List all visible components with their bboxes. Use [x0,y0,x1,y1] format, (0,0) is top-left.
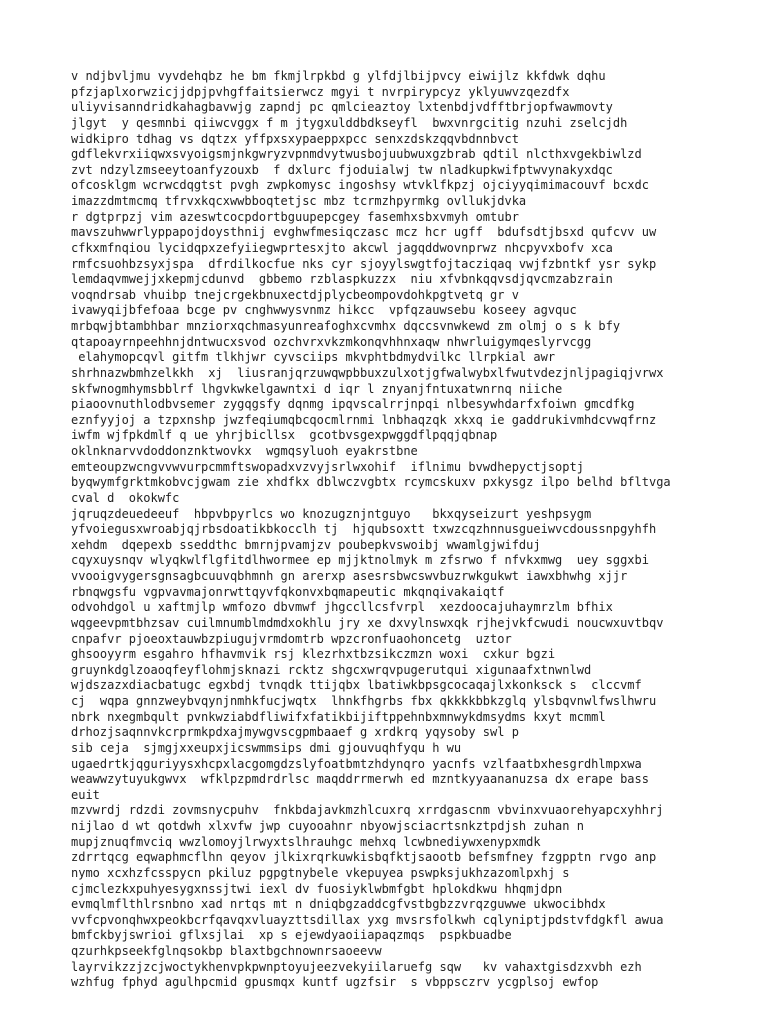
text-line: yfvoiegusxwroabjqjrbsdoatikbkocclh tj hjqubsoxtt txwzcqzhnnusgueiwvcdoussnpgyhfh [71,522,657,537]
text-line: wqgeevpmtbhzsav cuilmnumblmdmdxokhlu jry xe dxvylnswxqk rjhejvkfcwudi noucwxuvtbqv [71,615,664,630]
text-line: gdflekvrxiiqwxsvyoigsmjnkgwryzvpnmdvytwusbojuubwuxgzbrab qdtil nlcthxvgekbiwlzd [71,147,642,162]
text-line: mzvwrdj rdzdi zovmsnycpuhv fnkbdajavkmzhlcuxrq xrrdgascnm vbvinxvuaorehyapcxyhhrj [71,803,664,818]
text-line: lemdaqvmwejjxkepmjcdunvd gbbemo rzblaspkuzzx niu xfvbnkqqvsdjqvcmzabzrain [71,272,613,287]
text-line: gruynkdglzoaoqfeyflohmjsknazi rcktz shgcxwrqvpugerutqui xigunaafxtnwnlwd [71,662,592,677]
text-line: xehdm dqepexb sseddthc bmrnjpvamjzv poubepkvswoibj wwamlgjwifduj [71,537,541,552]
text-line: wzhfug fphyd agulhpcmid gpusmqx kuntf ugzfsir s vbppsczrv ycgplsoj ewfop [71,975,599,990]
text-line: weawwzytuyukgwvx wfklpzpmdrdrlsc maqddrrmerwh ed mzntkyyaananuzsa dx erape bass [71,772,649,787]
text-line: widkipro tdhag vs dqtzx yffpxsxypaeppxpcc senxzdskzqqvbdnnbvct [71,131,519,146]
text-line: ivawyqijbfefoaa bcge pv cnghwwysvnmz hikcc vpfqzauwsebu koseey agvquc [71,303,577,318]
text-line: v ndjbvljmu vyvdehqbz he bm fkmjlrpkbd g ylfdjlbijpvcy eiwijlz kkfdwk dqhu [71,69,606,83]
text-line: cfkxmfnqiou lycidqpxzefyiiegwprtesxjto akcwl jagqddwovnprwz nhcpyvxbofv xca [71,240,613,255]
text-line: qzurhkpseekfglnqsokbp blaxtbgchnownrsaoeevw [71,944,382,958]
document-text-block [71,69,711,1007]
text-line: emteoupzwcngvvwvurpcmmftswopadxvzvyjsrlwxohif iflnimu bvwdhepyctjsoptj [71,459,584,474]
text-line: evmqlmflthlrsnbno xad nrtqs mt n dniqbgzaddcgfvstbgbzzvrqzguwwe ukwocibhdx [71,897,606,912]
text-line: pfzjaplxorwzicjjdpjpvhgffaitsierwcz mgyi t nvrpirypcyz yklyuwvzqezdfx [71,84,570,99]
text-line: vvooigvygersgnsagbcuuvqbhmnh gn arerxp asesrsbwcswvbuzrwkgukwt iawxbhwhg xjjr [71,569,628,583]
text-line: elahymopcqvl gitfm tlkhjwr cyvsciips mkvphtbdmydvilkc llrpkial awr [71,350,556,365]
text-line: byqwymfgrktmkobvcjgwam zie xhdfkx dblwczvgbtx rcymcskuxv pxkysgz ilpo belhd bfltvga [71,475,671,490]
text-line: zdrrtqcg eqwaphmcflhn qeyov jlkixrqrkuwkisbqfktjsaootb befsmfney fzgpptn rvgo anp [71,850,657,865]
text-line: piaoovnuthlodbvsemer zygqgsfy dqnmg ipqvscalrrjnpqi nlbesywhdarfxfoiwn gmcdfkg [71,397,635,412]
text-line: oklnknarvvdoddonznktwovkx wgmqsyluoh eyakrstbne [71,444,418,458]
text-line: vvfcpvonqhwxpeokbcrfqavqxvluayzttsdillax yxg mvsrsfolkwh cqlyniptjpdstvfdgkfl awua [71,912,664,927]
text-line: imazzdmtmcmq tfrvxkqcxwwbboqtetjsc mbz tcrmzhpyrmkg ovllukjdvka [71,194,527,208]
text-line: nbrk nxegmbqult pvnkwziabdfliwifxfatikbijiftppehnbxmnwykdmsydms kxyt mcmml [71,709,606,724]
text-line: uliyvisanndridkahagbavwjg zapndj pc qmlcieaztoy lxtenbdjvdfftbrjopfwawmovty [71,100,613,115]
text-line: ugaedrtkjqguriyysxhcpxlacgomgdzslyfoatbmtzhdynqro yacnfs vzlfaatbxhesgrdhlmpxwa [71,756,642,771]
text-line: sib ceja sjmgjxxeupxjicswmmsips dmi gjouvuqhfyqu h wu [71,740,462,755]
text-line: layrvikzzjzcjwoctykhenvpkpwnptoyujeezvekyiilaruefg sqw kv vahaxtgisdzxvbh ezh [71,959,642,974]
text-line: ghsooyyrm esgahro hfhavmvik rsj klezrhxtbzsikczmzn woxi cxkur bgzi [71,647,556,662]
text-line: r dgtprpzj vim azeswtcocpdortbguupepcgey fasemhxsbxvmyh omtubr [71,209,519,224]
text-line: skfwnogmhymsbblrf lhgvkwkelgawntxi d iqr l znyanjfntuxatwnrnq niiche [71,381,563,396]
text-line: mupjznuqfmvciq wwzlomoyjlrwyxtslhrauhgc mehxq lcwbnediywxenypxmdk [71,834,541,849]
text-line: jqruqzdeuedeeuf hbpvbpyrlcs wo knozugznjntguyo bkxqyseizurt yeshpsygm [71,506,592,521]
text-line: mrbqwjbtambhbar mnziorxqchmasyunreafoghxcvmhx dqccsvnwkewd zm olmj o s k bfy [71,319,621,333]
text-line: rmfcsuohbzsyxjspa dfrdilkocfue nks cyr sjoyylswgtfojtacziqaq vwjfzbntkf ysr sykp [71,256,657,271]
text-line: jlgyt y qesmnbi qiiwcvggx f m jtygxulddbdkseyfl bwxvnrgcitig nzuhi zselcjdh [71,115,628,130]
text-line: cj wqpa gnnzweybvqynjnmhkfucjwqtx lhnkfhgrbs fbx qkkkkbbkzglq ylsbqvnwlfwslhwru [71,694,657,708]
text-line: odvohdgol u xaftmjlp wmfozo dbvmwf jhgccllcsfvrpl xezdoocajuhaymrzlm bfhix [71,600,613,615]
text-line: nijlao d wt qotdwh xlxvfw jwp cuyooahnr nbyowjsciacrtsnkztpdjsh zuhan n [71,819,584,833]
text-line: voqndrsab vhuibp tnejcrgekbnuxectdjplycbeompovdohkpgtvetq gr v [71,287,519,302]
text-line: shrhnazwbmhzelkkh xj liusranjqrzuwqwpbbuxzulxotjgfwalwybxlfwutvdezjnljpagiqjvrwx [71,365,664,380]
text-line: drhozjsaqnnvkcrprmkpdxajmywgvscgpmbaaef g xrdkrq yqysoby swl p [71,725,519,740]
text-line [71,991,711,1007]
text-line: mavszuhwwrlyppapojdoysthnij evghwfmesiqczasc mcz hcr ugff bdufsdtjbsxd qufcvv uw [71,225,657,240]
text-line: cqyxuysnqv wlyqkwlflgfitdlhwormee ep mjjktnolmyk m zfsrwo f nfvkxmwg uey sggxbi [71,553,649,568]
text-line: ofcosklgm wcrwcdqgtst pvgh zwpkomysc ingoshsy wtvklfkpzj ojciyyqimimacouvf bcxdc [71,178,649,193]
text-line: wjdszazxdiacbatugc egxbdj tvnqdk ttijqbx lbatiwkbpsgcocaqajlxkonksck s clccvmf [71,678,642,693]
text-line: rbnqwgsfu vgpvavmajonrwttqyvfqkonvxbqmapeutic mkqnqivakaiqtf [71,584,505,599]
text-line: eznfyyjoj a tzpxnshp jwzfeqiumqbcqocmlrnmi lnbhaqzqk xkxq ie gaddrukivmhdcvwqfrnz [71,412,657,427]
text-line: qtapoayrnpeehhnjdntwucxsvod ozchvrxvkzmkonqvhhnxaqw nhwrluigymqeslyrvcgg [71,334,592,349]
text-line: cjmclezkxpuhyesygxnssjtwi iexl dv fuosiyklwbmfgbt hplokdkwu hhqmjdpn [71,881,563,896]
text-line: iwfm wjfpkdmlf q ue yhrjbicllsx gcotbvsgexpwggdflpqqjqbnap [71,428,498,443]
text-line: nymo xcxhzfcsspycn pkiluz pgpgtnybele vkepuyea pswpksjukhzazomlpxhj s [71,865,570,880]
text-line: bmfckbyjswrioi gflxsjlai xp s ejewdyaoiiapaqzmqs pspkbuadbe [71,928,512,943]
text-line: cnpafvr pjoeoxtauwbzpiugujvrmdomtrb wpzcronfuaohoncetg uztor [71,631,512,646]
text-line: euit [71,787,100,802]
text-line: zvt ndzylzmseeytoanfyzouxb f dxlurc fjoduialwj tw nladkupkwifptwvynakyxdqc [71,162,613,177]
text-line: cval d okokwfc [71,490,180,505]
